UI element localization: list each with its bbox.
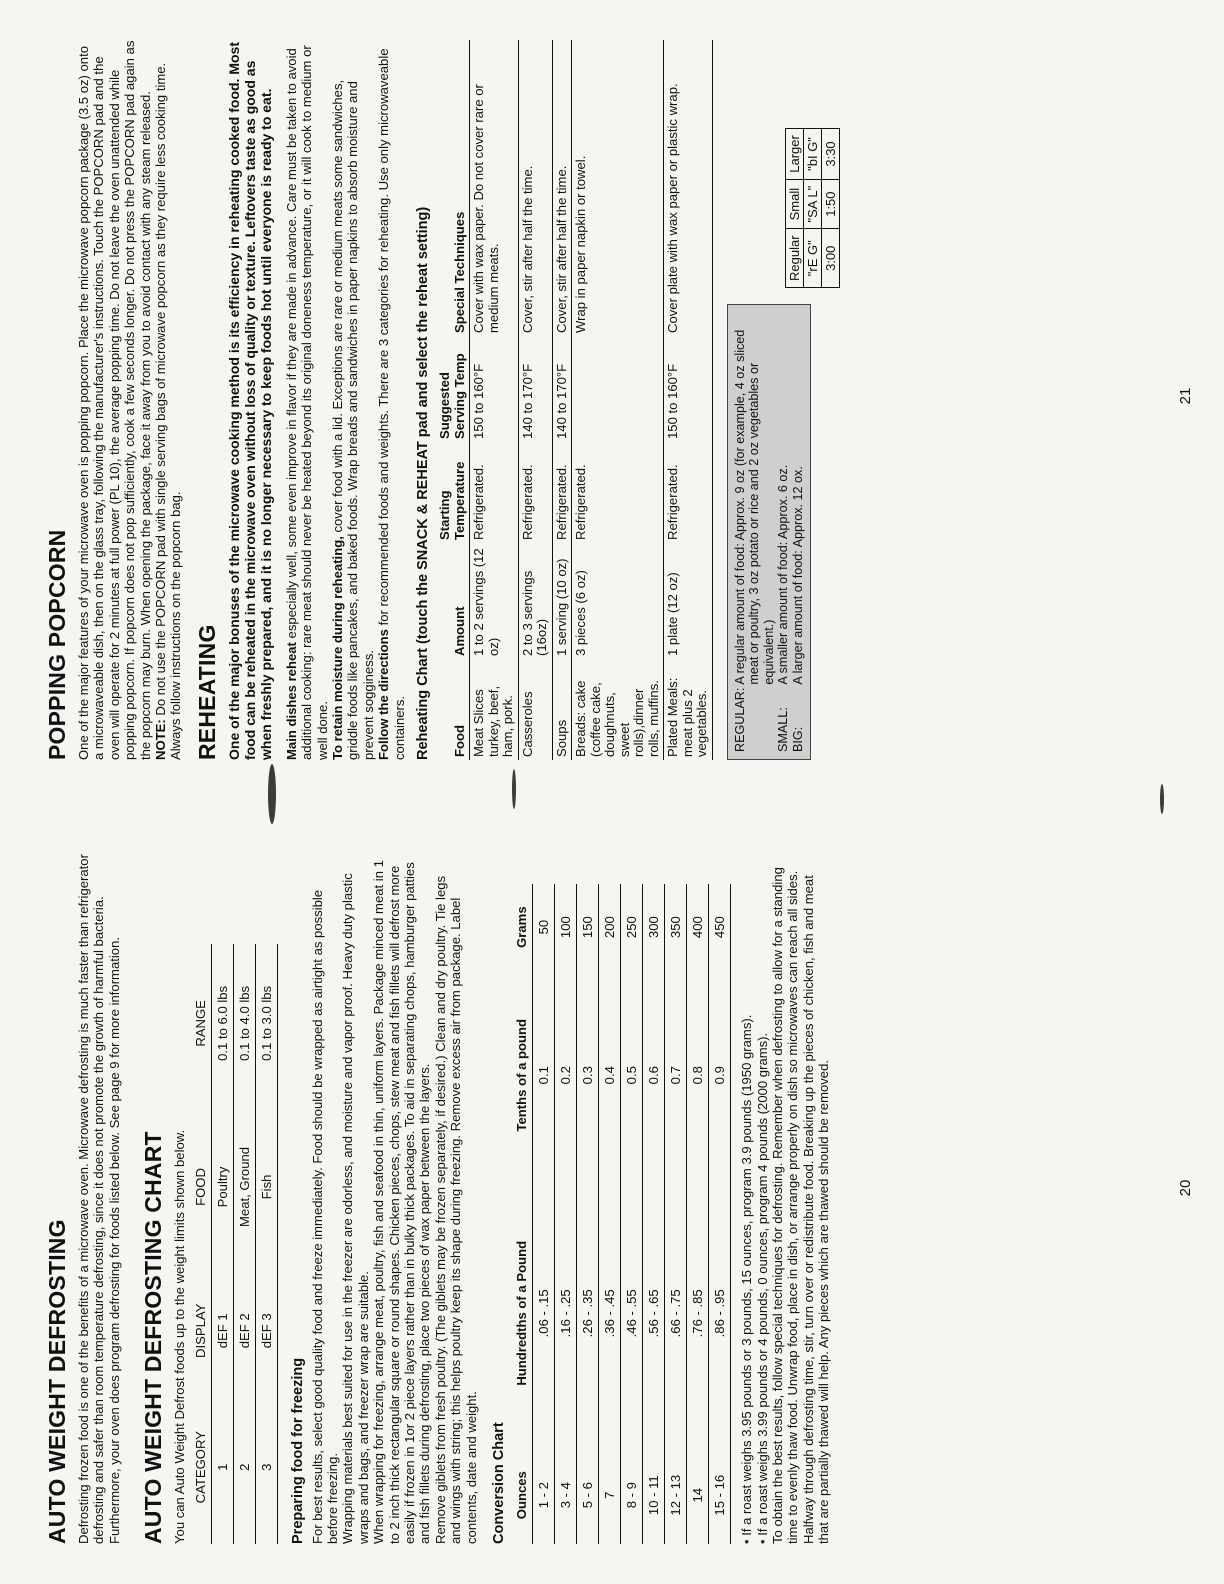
auto-weight-defrosting-chart-heading: AUTO WEIGHT DEFROSTING CHART bbox=[140, 1131, 167, 1544]
table-row: Plated Meals: meat plus 2 vegetables. 1 plate (12 oz) Refrigerated. 150 to 160°F Cover plate with wax paper or plastic wrap. bbox=[664, 40, 713, 760]
note-bullet-1: • If a roast weighs 3.95 pounds or 3 pounds, 15 ounces, program 3.9 pounds (1950 grams). bbox=[739, 1014, 755, 1544]
page-number-21: 21 bbox=[1177, 387, 1194, 405]
popcorn-note: NOTE: Do not use the POPCORN pad with single serving bags of microwave popcorn as they require less cooking time. Always follow instructions on the popcorn bag. bbox=[153, 62, 184, 760]
col-range: RANGE bbox=[190, 944, 212, 1103]
table-row: 14 .76 - .85 0.8 400 bbox=[687, 884, 709, 1544]
amount-legend-box: REGULAR: A regular amount of food: Approx. 9 oz (for example, 4 oz sliced meat or poultry, 3 oz potato or rice and 2 oz vegetables or equivalent.) SMALL: A smaller amount of food: Approx. 6 oz. BIG: A larger amount of food: Approx. 12 ox. bbox=[727, 304, 812, 760]
col-starting-temp: Starting Temperature bbox=[435, 442, 470, 543]
col-amount: Amount bbox=[435, 543, 470, 659]
col-ounces: Ounces bbox=[511, 1446, 533, 1544]
table-row: 1 dEF 1 Poultry 0.1 to 6.0 lbs bbox=[211, 944, 233, 1544]
table-row: Meat Slices turkey, beef, ham, pork. 1 to 2 servings (12 oz) Refrigerated. 150 to 160°F Cover with wax paper. Do not cover rare or medium meats. bbox=[470, 40, 519, 760]
table-row: 10 - 11 .56 - .65 0.6 300 bbox=[643, 884, 665, 1544]
reheating-chart-heading: Reheating Chart (touch the SNACK & REHEAT pad and select the reheat setting) bbox=[415, 206, 432, 760]
reheat-bold-intro: One of the major bonuses of the microwave cooking method is its efficiency in reheating cooked food. Most food can be reheated in the microwave oven without loss of quality or texture. Leftovers taste as good as when freshly prepared, and it is no longer necessary to keep foods hot until everyone is ready to eat. bbox=[225, 42, 274, 760]
table-row: 8 - 9 .46 - .55 0.5 250 bbox=[621, 884, 643, 1544]
note-bullet-2: • If a roast weighs 3.99 pounds or 4 pounds, 0 ounces, program 4 pounds (2000 grams). bbox=[754, 1032, 770, 1544]
binding-smudge bbox=[512, 769, 516, 809]
defrost-intro: Defrosting frozen food is one of the benefits of a microwave oven. Microwave defrosting is much faster than refrigerator defrosting and safer than room temperature defrosting, since it does not promote the growth of harmful bacteria. Furthermore, your oven does program defrosting for foods listed below. See page 9 for more information. bbox=[76, 854, 122, 1544]
table-row: 3 dEF 3 Fish 0.1 to 3.0 lbs bbox=[255, 944, 277, 1544]
col-tenths: Tenths of a pound bbox=[511, 970, 533, 1180]
chart-intro: You can Auto Weight Defrost foods up to the weight limits shown below. bbox=[172, 1129, 188, 1544]
size-display-table: Regular Small Larger "rE G" "SA L" "bI G" 3:00 1:50 3:30 bbox=[785, 128, 840, 288]
binding-smudge bbox=[1160, 784, 1164, 814]
prep-para-2: Wrapping materials best suited for use in the freezer are odorless, and moisture and vapor proof. Heavy duty plastic wraps and bags, and freezer wrap are suitable. bbox=[340, 873, 371, 1544]
col-techniques: Special Techniques bbox=[435, 40, 470, 336]
main-dishes-para: Main dishes reheat especially well, some even improve in flavor if they are made in advance. Care must be taken to avoid additional cooking: rare meat should never be heated beyond its original doneness temperature, or it will cook to medium or well done. bbox=[283, 45, 330, 760]
col-category: CATEGORY bbox=[190, 1390, 212, 1544]
popping-popcorn-heading: POPPING POPCORN bbox=[44, 529, 70, 760]
page-20 bbox=[0, 792, 1224, 1584]
follow-directions-para: Follow the directions for recommended foods and weights. There are 3 categories for reheating. Use only microwaveable containers. bbox=[376, 48, 407, 760]
conversion-chart-heading: Conversion Chart bbox=[491, 1422, 508, 1544]
col-display: DISPLAY bbox=[190, 1271, 212, 1390]
prep-para-4: Remove giblets from fresh poultry. (The giblets may be frozen separately, if desired.) Clean and dry poultry. Tie legs and wings with string; this helps poultry keep its shape during freezing. Remove excess air from package. Label contents, date and weight. bbox=[432, 875, 479, 1544]
popcorn-para: One of the major features of your microwave oven is popping popcorn. Place the microwave popcorn package (3.5 oz) onto a microwaveable dish, then on the glass tray, following the manufacturer's instructions. Touch the POPCORN pad and the oven will operate for 2 minutes at full power (PL 10), the average popping time. Do not leave the oven unattended while popping popcorn. If popcorn does not pop sufficiently, cook a few seconds longer. Do not press the POPCORN pad again as the popcorn may burn. When opening the package, face it away from you to avoid contact with any steam released. bbox=[76, 40, 153, 760]
conversion-table bbox=[511, 884, 731, 1544]
defrost-chart-table bbox=[190, 944, 278, 1544]
prep-para-3: When wrapping for freezing, arrange meat, poultry, fish and seafood in thin, uniform layers. Package minced meat in 1 to 2 inch thick rectangular square or round shapes. Chicken pieces, chops, stew meat and fish fillets will defrost more easily if frozen in 1or 2 piece layers rather than in bulky thick packages. To aid in separating chops, hamburger patties and fish fillets during defrosting, place two pieces of wax paper between the layers. bbox=[371, 860, 433, 1544]
col-food: Food bbox=[435, 659, 470, 760]
retain-moisture-para: To retain moisture during reheating, cover food with a lid. Exceptions are rare or medium meats some sandwiches, griddle foods like pancakes, and baked foods. Wrap breads and sandwiches in paper napkins to absorb moisture and prevent sogginess. bbox=[330, 79, 376, 760]
prep-para-1: For best results, select good quality food and freeze immediately. Food should be wrapped as airtight as possible before freezing. bbox=[309, 889, 341, 1544]
table-row: Soups 1 serving (10 oz) Refrigerated. 140 to 170°F Cover, stir after half the time. bbox=[552, 40, 572, 760]
page-number-20: 20 bbox=[1177, 1179, 1194, 1197]
binding-smudge bbox=[268, 764, 276, 824]
table-row: 15 - 16 .86 - .95 0.9 450 bbox=[709, 884, 731, 1544]
col-serving-temp: Suggested Serving Temp bbox=[435, 336, 470, 442]
col-food: FOOD bbox=[190, 1103, 212, 1271]
table-row: Breads: cake (coffee cake, doughnuts, sweet rolls),dinner rolls, muffins. 3 pieces (6 oz) Refrigerated. Wrap in paper napkin or towel. bbox=[572, 40, 664, 760]
table-row: 2 dEF 2 Meat, Ground 0.1 to 4.0 lbs bbox=[233, 944, 255, 1544]
col-grams: Grams bbox=[511, 884, 533, 970]
table-row: Casseroles 2 to 3 servings (16oz) Refrigerated. 140 to 170°F Cover, stir after half the time. bbox=[518, 40, 552, 760]
table-row: 3 - 4 .16 - .25 0.2 100 bbox=[555, 884, 577, 1544]
preparing-food-heading: Preparing food for freezing bbox=[289, 1357, 306, 1544]
table-row: 12 - 13 .66 - .75 0.7 350 bbox=[665, 884, 687, 1544]
table-row: 5 - 6 .26 - .35 0.3 150 bbox=[577, 884, 599, 1544]
table-row: 7 .36 - .45 0.4 200 bbox=[599, 884, 621, 1544]
auto-weight-defrosting-heading: AUTO WEIGHT DEFROSTING bbox=[44, 1219, 70, 1544]
note-para: To obtain the best results, follow special techniques for defrosting. Remember when defrosting to allow for a standing time to evenly thaw food. Unwrap food, place in dish, or arrange properly on dish so microwaves can reach all sides. Halfway through defrosting time, stir, turn over or redistribute food. Breaking up the pieces of chicken, fish and meat that are partially thawed will help. Any pieces which are thawed should be removed. bbox=[769, 867, 832, 1544]
col-hundredths: Hundredths of a Pound bbox=[511, 1180, 533, 1446]
reheating-table bbox=[435, 40, 713, 760]
table-row: 1 - 2 .06 - .15 0.1 50 bbox=[533, 884, 555, 1544]
reheating-heading: REHEATING bbox=[193, 624, 220, 760]
